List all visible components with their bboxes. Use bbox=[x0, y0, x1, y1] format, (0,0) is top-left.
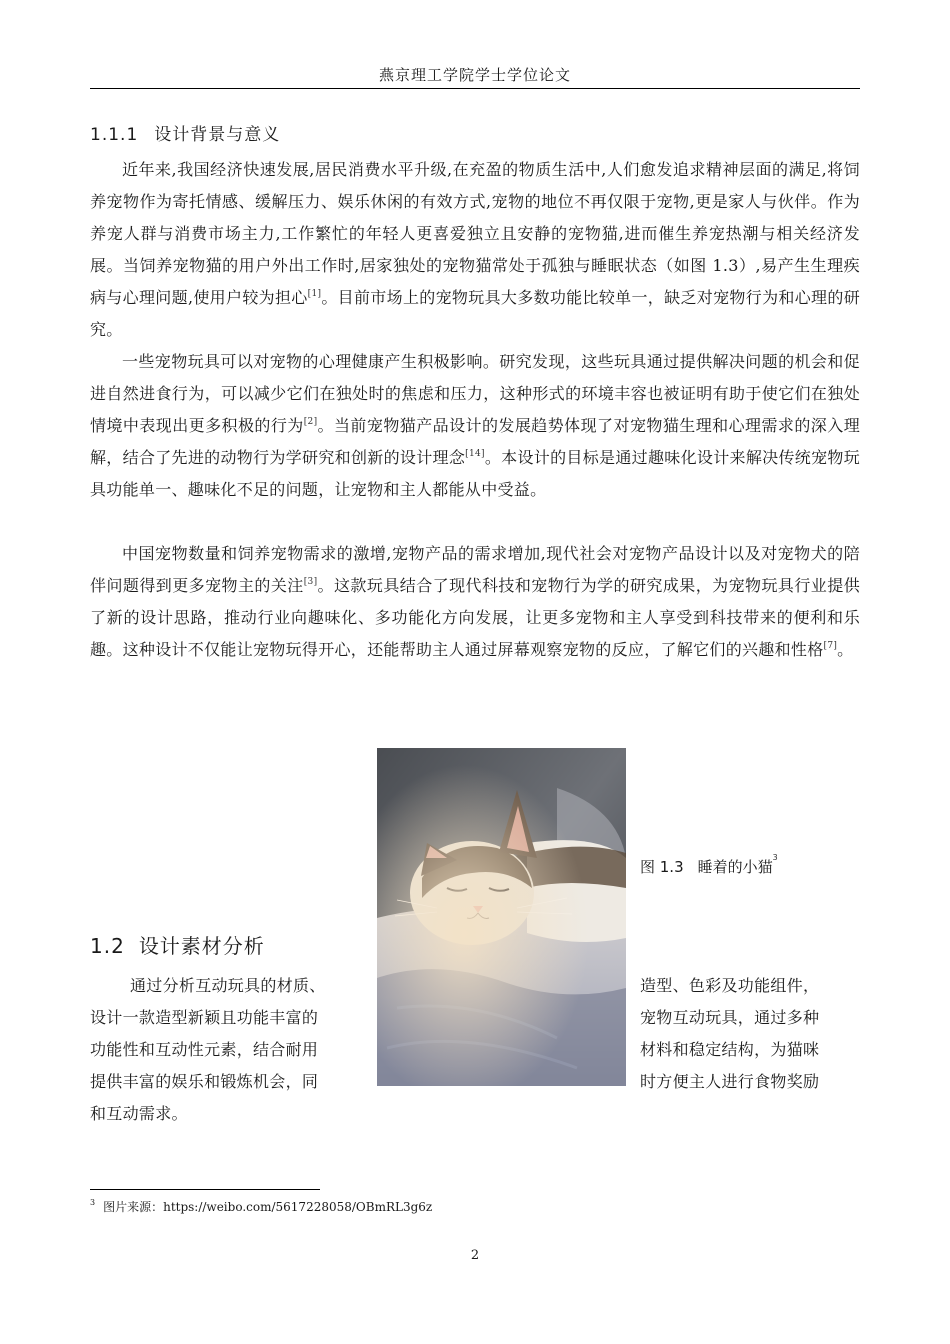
wrapped-line-right: 时方便主人进行食物奖励 bbox=[640, 1072, 820, 1091]
wrapped-line-right: 宠物互动玩具，通过多种 bbox=[640, 1008, 820, 1027]
paragraph-text: 。这款玩具结合了现代科技和宠物行为学的研究成果，为宠物玩具行业提供了新的设计思路，推动行业向趣味化、多功能化方向发展，让更多宠物和主人享受到科技带来的便利和乐趣。这种设计不仅能让宠物玩得开心，还能帮助主人通过屏幕观察宠物的反应，了解它们的兴趣和性格 bbox=[90, 576, 860, 659]
figure-title: 睡着的小猫 bbox=[697, 858, 773, 876]
paragraph-text: 。目前市场上的宠物玩具大多数功能比较单一，缺乏对宠物行为和心理的研究。 bbox=[90, 288, 860, 339]
paragraph-3 bbox=[90, 538, 860, 666]
figure-caption bbox=[640, 853, 778, 877]
section-heading-1-1-1 bbox=[90, 120, 280, 145]
footnote-rule bbox=[90, 1189, 320, 1190]
paragraph-text: 中国宠物数量和饲养宠物需求的激增,宠物产品的需求增加,现代社会对宠物产品设计以及对宠物犬的陪伴问题得到更多宠物主的关注 bbox=[90, 544, 860, 595]
wrapped-line-left: 设计一款造型新颖且功能丰富的 bbox=[90, 1008, 319, 1027]
paragraph-text: 。当前宠物猫产品设计的发展趋势体现了对宠物猫生理和心理需求的深入理解，结合了先进的动物行为学研究和创新的设计理念 bbox=[90, 416, 860, 467]
paragraph-text: 。本设计的目标是通过趣味化设计来解决传统宠物玩具功能单一、趣味化不足的问题，让宠物和主人都能从中受益。 bbox=[90, 448, 860, 499]
citation: [3] bbox=[303, 577, 318, 587]
footnote bbox=[90, 1198, 432, 1215]
citation: [1] bbox=[307, 289, 322, 299]
wrapped-line-left: 和互动需求。 bbox=[90, 1104, 188, 1123]
wrapped-line-left: 提供丰富的娱乐和锻炼机会，同 bbox=[90, 1072, 319, 1091]
sleeping-cat-photo bbox=[377, 748, 626, 1086]
paragraph-text: 近年来,我国经济快速发展,居民消费水平升级,在充盈的物质生活中,人们愈发追求精神层面的满足,将饲养宠物作为寄托情感、缓解压力、娱乐休闲的有效方式,宠物的地位不再仅限于宠物,更是家人与伙伴。作为养宠人群与消费市场主力,工作繁忙的年轻人更喜爱独立且安静的宠物猫,进而催生养宠热潮与相关经济发展。当饲养宠物猫的用户外出工作时,居家独处的宠物猫常处于孤独与睡眠状态（如图 1.3）,易产生生理疾病与心理问题,使用户较为担心 bbox=[90, 160, 860, 307]
paragraph-text: 一些宠物玩具可以对宠物的心理健康产生积极影响。研究发现，这些玩具通过提供解决问题的机会和促进自然进食行为，可以减少它们在独处时的焦虑和压力，这种形式的环境丰容也被证明有助于使它们在独处情境中表现出更多积极的行为 bbox=[90, 352, 860, 435]
section-title: 设计背景与意义 bbox=[154, 125, 281, 145]
page-number: 2 bbox=[470, 1248, 480, 1263]
header-rule bbox=[90, 88, 860, 89]
footnote-mark: 3 bbox=[90, 1198, 96, 1207]
section-number: 1.1.1 bbox=[90, 125, 139, 145]
running-header: 燕京理工学院学士学位论文 bbox=[378, 66, 571, 84]
citation: [14] bbox=[465, 449, 485, 459]
figure-label: 图 1.3 bbox=[640, 858, 684, 876]
wrapped-line-left: 通过分析互动玩具的材质、 bbox=[130, 976, 326, 995]
citation: [2] bbox=[303, 417, 318, 427]
paragraph-2 bbox=[90, 346, 860, 506]
section-heading-1-2 bbox=[90, 930, 265, 959]
citation: [7] bbox=[823, 641, 838, 651]
wrapped-line-left: 功能性和互动性元素，结合耐用 bbox=[90, 1040, 319, 1059]
wrapped-line-right: 材料和稳定结构，为猫咪 bbox=[640, 1040, 820, 1059]
footnote-text: 图片来源：https://weibo.com/5617228058/OBmRL3g6z bbox=[103, 1200, 433, 1214]
section-title: 设计素材分析 bbox=[138, 934, 265, 958]
footnote-ref: 3 bbox=[772, 853, 778, 862]
paragraph-text: 。 bbox=[837, 640, 854, 659]
section-number: 1.2 bbox=[90, 934, 125, 958]
wrapped-line-right: 造型、色彩及功能组件， bbox=[640, 976, 820, 995]
paragraph-1 bbox=[90, 154, 860, 346]
